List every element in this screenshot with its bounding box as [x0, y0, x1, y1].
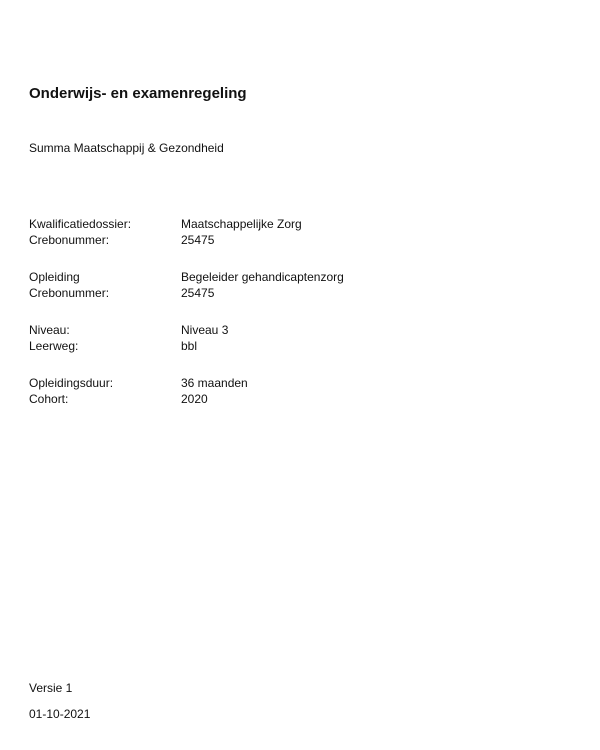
info-label: Niveau:: [29, 323, 70, 337]
info-group-level: [29, 322, 429, 354]
info-value: Niveau 3: [181, 323, 229, 337]
info-label: Crebonummer:: [29, 286, 110, 300]
info-value: 36 maanden: [181, 376, 248, 390]
info-row-opleidingsduur: [29, 375, 429, 391]
info-row-cohort: [29, 391, 429, 407]
info-value: 25475: [181, 233, 215, 247]
info-label: Leerweg:: [29, 339, 79, 353]
info-group-education: [29, 269, 429, 301]
info-group-duration: [29, 375, 429, 407]
page-title: Onderwijs- en examenregeling: [29, 85, 247, 102]
info-label: Opleidingsduur:: [29, 376, 114, 390]
info-value: Begeleider gehandicaptenzorg: [181, 270, 344, 284]
info-label: Crebonummer:: [29, 233, 110, 247]
info-row-kwalificatiedossier: [29, 216, 429, 232]
info-row-leerweg: [29, 338, 429, 354]
info-value: Maatschappelijke Zorg: [181, 217, 302, 231]
info-row-niveau: [29, 322, 429, 338]
document-date: 01-10-2021: [29, 707, 91, 721]
version-label: Versie 1: [29, 681, 73, 695]
organization-name: Summa Maatschappij & Gezondheid: [29, 141, 224, 155]
info-row-crebonummer: [29, 285, 429, 301]
info-value: bbl: [181, 339, 198, 353]
info-row-opleiding: [29, 269, 429, 285]
info-label: Opleiding: [29, 270, 80, 284]
info-group-qualification: [29, 216, 429, 248]
info-row-crebonummer: [29, 232, 429, 248]
info-value: 2020: [181, 392, 208, 406]
info-label: Cohort:: [29, 392, 69, 406]
info-label: Kwalificatiedossier:: [29, 217, 132, 231]
info-value: 25475: [181, 286, 215, 300]
